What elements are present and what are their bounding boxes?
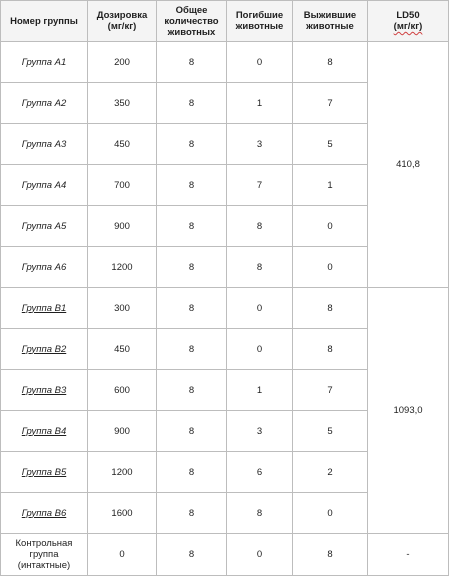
cell-dead: 8	[227, 493, 293, 534]
cell-alive: 8	[293, 329, 368, 370]
cell-group: Группа В4	[1, 411, 88, 452]
cell-alive: 0	[293, 247, 368, 288]
cell-total: 8	[157, 42, 227, 83]
cell-alive: 0	[293, 493, 368, 534]
cell-dose: 1200	[88, 452, 157, 493]
cell-alive: 7	[293, 83, 368, 124]
cell-dose: 1600	[88, 493, 157, 534]
cell-group: Группа А2	[1, 83, 88, 124]
cell-alive: 8	[293, 534, 368, 576]
cell-group: Группа В6	[1, 493, 88, 534]
cell-dose: 900	[88, 411, 157, 452]
cell-group: Группа А6	[1, 247, 88, 288]
cell-total: 8	[157, 247, 227, 288]
cell-total: 8	[157, 452, 227, 493]
cell-alive: 8	[293, 42, 368, 83]
header-alive: Выжившие животные	[293, 1, 368, 42]
cell-total: 8	[157, 493, 227, 534]
cell-dead: 0	[227, 288, 293, 329]
cell-alive: 7	[293, 370, 368, 411]
cell-group: Группа А3	[1, 124, 88, 165]
control-row	[1, 534, 449, 576]
cell-alive: 5	[293, 124, 368, 165]
cell-group: Группа А1	[1, 42, 88, 83]
cell-dose: 600	[88, 370, 157, 411]
cell-ld50-group-b: 1093,0	[368, 288, 449, 534]
cell-total: 8	[157, 206, 227, 247]
table-row	[1, 288, 449, 329]
cell-dead: 0	[227, 534, 293, 576]
cell-total: 8	[157, 534, 227, 576]
cell-alive: 8	[293, 288, 368, 329]
header-ld50-unit: (мг/кг)	[393, 21, 423, 32]
cell-dose: 350	[88, 83, 157, 124]
header-group: Номер группы	[1, 1, 88, 42]
header-dose: Дозировка (мг/кг)	[88, 1, 157, 42]
cell-group: Группа В2	[1, 329, 88, 370]
cell-dead: 7	[227, 165, 293, 206]
cell-group: Группа В3	[1, 370, 88, 411]
cell-dose: 200	[88, 42, 157, 83]
cell-dead: 8	[227, 206, 293, 247]
cell-dose: 1200	[88, 247, 157, 288]
cell-total: 8	[157, 124, 227, 165]
cell-dead: 3	[227, 124, 293, 165]
header-ld50	[368, 1, 449, 42]
cell-alive: 2	[293, 452, 368, 493]
cell-dose: 0	[88, 534, 157, 576]
cell-dead: 1	[227, 83, 293, 124]
header-row	[1, 1, 449, 42]
header-dead: Погибшие животные	[227, 1, 293, 42]
cell-dose: 450	[88, 124, 157, 165]
cell-group: Группа В5	[1, 452, 88, 493]
table-row	[1, 42, 449, 83]
cell-total: 8	[157, 411, 227, 452]
cell-group: Группа В1	[1, 288, 88, 329]
cell-dose: 300	[88, 288, 157, 329]
cell-total: 8	[157, 288, 227, 329]
cell-dose: 450	[88, 329, 157, 370]
cell-dead: 8	[227, 247, 293, 288]
header-ld50-label: LD50	[396, 10, 420, 21]
cell-dead: 0	[227, 42, 293, 83]
cell-alive: 0	[293, 206, 368, 247]
cell-dead: 1	[227, 370, 293, 411]
cell-dead: 6	[227, 452, 293, 493]
cell-ld50-group-a: 410,8	[368, 42, 449, 288]
cell-group: Группа А5	[1, 206, 88, 247]
cell-total: 8	[157, 83, 227, 124]
cell-total: 8	[157, 370, 227, 411]
cell-dose: 700	[88, 165, 157, 206]
cell-dead: 0	[227, 329, 293, 370]
cell-alive: 5	[293, 411, 368, 452]
cell-ld50-control: -	[368, 534, 449, 576]
cell-total: 8	[157, 165, 227, 206]
cell-total: 8	[157, 329, 227, 370]
cell-group: Группа А4	[1, 165, 88, 206]
cell-alive: 1	[293, 165, 368, 206]
cell-control-group: Контрольная группа (интактные)	[1, 534, 88, 576]
cell-dose: 900	[88, 206, 157, 247]
cell-dead: 3	[227, 411, 293, 452]
header-total: Общее количество животных	[157, 1, 227, 42]
